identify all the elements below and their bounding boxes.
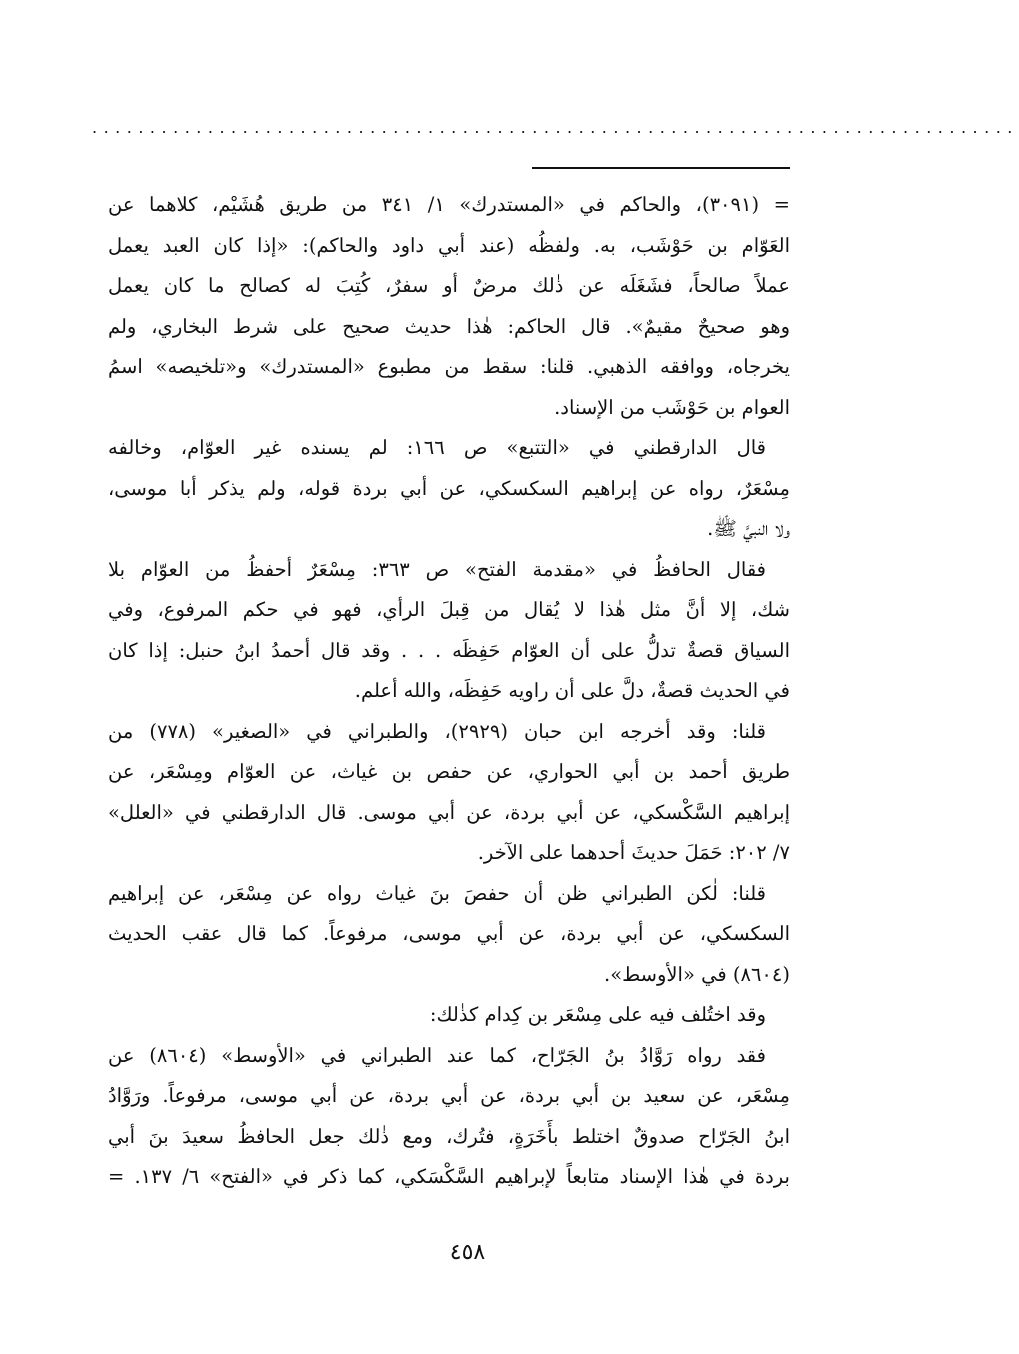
paragraph-6	[108, 995, 790, 1036]
page-number: ٤٥٨	[449, 1240, 486, 1265]
paragraph-4	[108, 712, 790, 874]
text-line: قلنا: وقد أخرجه ابن حبان (٢٩٢٩)، والطبراني في «الصغير» (٧٧٨) من	[108, 719, 766, 743]
text-line: وقد اختُلف فيه على مِسْعَر بن كِدام كذٰلك:	[429, 1003, 766, 1026]
text-line: شك، إلا أنَّ مثل هٰذا لا يُقال من قِبلَ الرأي، فهو في حكم المرفوع، وفي	[108, 598, 790, 621]
text-line: ٧/ ٢٠٢: حَمَلَ حديثَ أحدهما على الآخر.	[477, 841, 790, 864]
top-dotted-separator: ................................................................................	[92, 118, 1019, 137]
text-line: عملاً صالحاً، فشَغَلَه عن ذٰلك مرضٌ أو سفرٌ، كُتِبَ له كصالح ما كان يعمل	[108, 274, 790, 297]
footnote-rule	[532, 167, 790, 169]
text-line: بردة في هٰذا الإسناد متابعاً لإبراهيم السَّكْسَكي، كما ذكر في «الفتح» ٦/ ١٣٧. =	[108, 1165, 790, 1188]
footnote-text	[108, 185, 790, 1198]
text-line: فقد رواه رَوَّادُ بنُ الجَرّاح، كما عند الطبراني في «الأوسط» (٨٦٠٤) عن	[108, 1043, 766, 1067]
text-line: مِسْعَر، عن سعيد بن أبي بردة، عن أبي بردة، عن أبي موسى، مرفوعاً. ورَوَّادُ	[108, 1084, 790, 1107]
paragraph-2	[108, 428, 790, 550]
text-line: ابنُ الجَرّاح صدوقٌ اختلط بأَخَرَةٍ، فتُرك، ومع ذٰلك جعل الحافظُ سعيدَ بنَ أبي	[108, 1124, 790, 1148]
text-line: = (٣٠٩١)، والحاكم في «المستدرك» ١/ ٣٤١ من طريق هُشَيْم، كلاهما عن	[108, 193, 790, 216]
text-line: وهو صحيحٌ مقيمٌ». قال الحاكم: هٰذا حديث صحيح على شرط البخاري، ولم	[108, 314, 790, 338]
text-line: ولا النبيَّ ﷺ.	[707, 517, 790, 540]
paragraph-1	[108, 185, 790, 428]
text-line: طريق أحمد بن أبي الحواري، عن حفص بن غياث، عن العوّام ومِسْعَر، عن	[108, 760, 790, 783]
text-line: العوام بن حَوْشَب من الإسناد.	[554, 395, 790, 419]
text-line: السكسكي، عن أبي بردة، عن أبي موسى، مرفوعاً. كما قال عقب الحديث	[108, 922, 790, 945]
text-line: يخرجاه، ووافقه الذهبي. قلنا: سقط من مطبوع «المستدرك» و«تلخيصه» اسمُ	[108, 355, 790, 378]
text-line: فقال الحافظُ في «مقدمة الفتح» ص ٣٦٣: مِسْعَرٌ أحفظُ من العوّام بلا	[108, 557, 766, 581]
text-line: مِسْعَرٌ، رواه عن إبراهيم السكسكي، عن أبي بردة قوله، ولم يذكر أبا موسى،	[108, 476, 790, 500]
text-line: قلنا: لٰكن الطبراني ظن أن حفصَ بنَ غياث رواه عن مِسْعَر، عن إبراهيم	[108, 881, 766, 905]
text-line: في الحديث قصةٌ، دلَّ على أن راويه حَفِظَه، والله أعلم.	[354, 679, 790, 702]
text-line: العَوّام بن حَوْشَب، به. ولفظُه (عند أبي داود والحاكم): «إذا كان العبد يعمل	[108, 233, 790, 257]
text-line: السياق قصةٌ تدلُّ على أن العوّام حَفِظَه . . . وقد قال أحمدُ ابنُ حنبل: إذا كان	[108, 638, 790, 662]
text-line: إبراهيم السَّكْسكي، عن أبي بردة، عن أبي موسى. قال الدارقطني في «العلل»	[108, 800, 790, 824]
text-line: (٨٦٠٤) في «الأوسط».	[604, 962, 790, 986]
text-line: قال الدارقطني في «التتبع» ص ١٦٦: لم يسنده غير العوّام، وخالفه	[108, 436, 766, 459]
paragraph-7	[108, 1036, 790, 1198]
paragraph-3	[108, 550, 790, 712]
paragraph-5	[108, 874, 790, 996]
